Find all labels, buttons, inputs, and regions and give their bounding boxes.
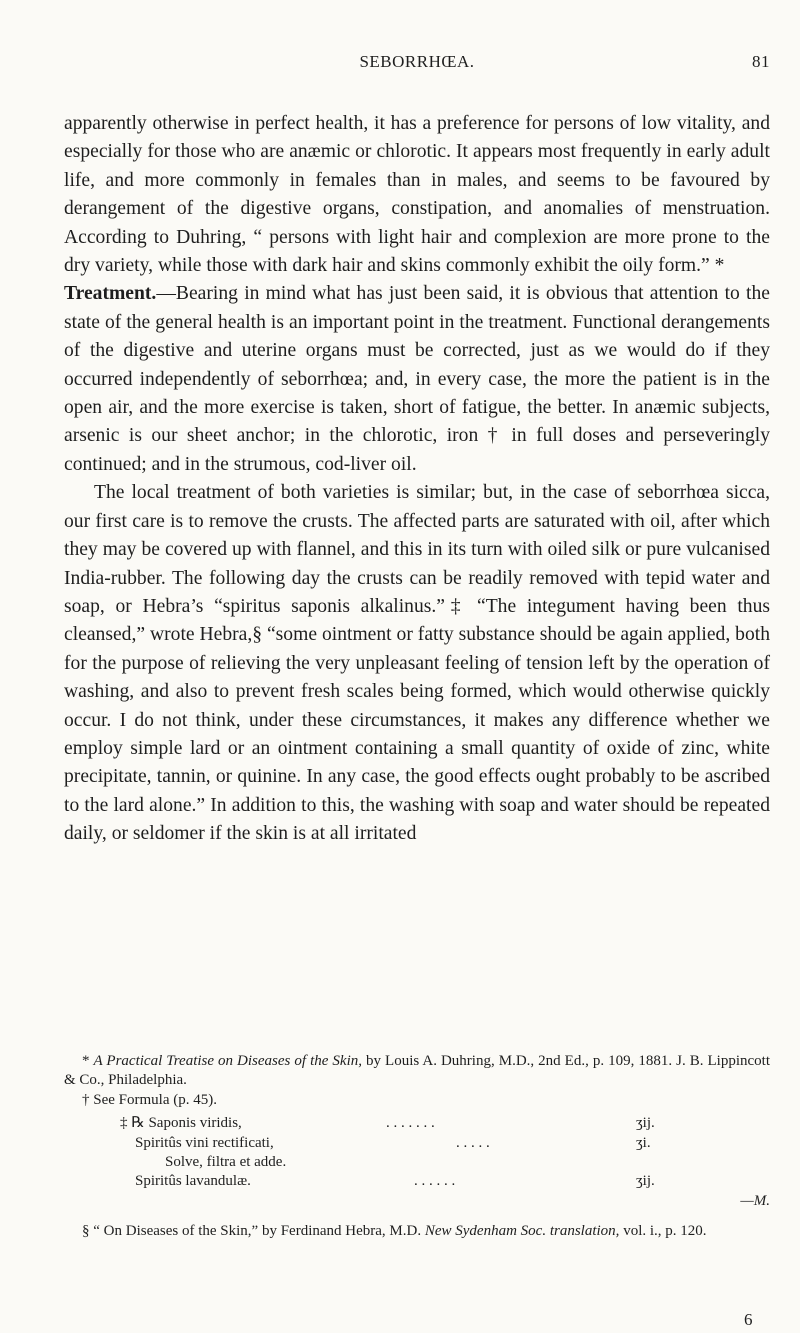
prescription [64,1114,770,1216]
page-number: 81 [752,52,770,71]
signature-mark: 6 [744,1310,753,1329]
footnote-4: § “ On Diseases of the Skin,” by Ferdinand Hebra, M.D. New Sydenham Soc. translation, vol. i., p. 120. [82,1222,707,1239]
prescription-line: Solve, filtra et adde. [120,1154,287,1170]
footnote-1: * A Practical Treatise on Diseases of the Skin, by Louis A. Duhring, M.D., 2nd Ed., p. 109, 1881. J. B. Lippincott & Co., Philadelphia. [64,1053,770,1089]
prescription-signature: —M. [740,1192,770,1209]
running-header [64,52,770,76]
footnote-2: † See Formula (p. 45). [82,1091,217,1108]
prescription-line: Spiritûs lavandulæ. . . . . . . ʒij. [120,1173,655,1190]
running-title: SEBORRHŒA. [359,52,475,71]
prescription-line: ‡ ℞ Saponis viridis, . . . . . . . ʒij. [120,1115,655,1132]
prescription-line: Spiritûs vini rectificati, . . . . . ʒi. [120,1134,651,1151]
footnotes [64,1052,770,1241]
treatment-heading: Treatment. [64,283,157,305]
paragraph-treatment [64,280,770,479]
treatment-text: —Bearing in mind what has just been said, it is obvious that attention to the state of the general health is an important point in the treatment. Functional derangements of the digestive and uterine organs must be corrected, just as we would do if they occurred independently of seborrhœa; and, in every case, the more the patient is in the open air, and the more exercise is taken, short of fatigue, the better. In anæmic subjects, arsenic is our sheet anchor; in the chlorotic, iron † in full doses and perseveringly continued; and in the strumous, cod-liver oil. [64,283,770,475]
paragraph-local-treatment: The local treatment of both varieties is similar; but, in the case of seborrhœa sicca, our first care is to remove the crusts. The affected parts are saturated with oil, after which they may be covered up with flannel, and this in its turn with oiled silk or pure vulcanised India-rubber. The following day the crusts can be readily removed with tepid water and soap, or Hebra’s “spiritus saponis alkalinus.”‡ “The integument having been thus cleansed,” wrote Hebra,§ “some ointment or fatty substance should be again applied, both for the purpose of relieving the very unpleasant feeling of tension left by the operation of washing, and also to prevent fresh scales being formed, which would otherwise quickly occur. I do not think, under these circumstances, it makes any difference whether we employ simple lard or an ointment containing a small quantity of oxide of zinc, white precipitate, tannin, or quinine. In any case, the good effects ought probably to be ascribed to the lard alone.” In addition to this, the washing with soap and water should be repeated daily, or seldomer if the skin is at all irritated [64,482,770,845]
main-text [64,110,770,849]
paragraph-1: apparently otherwise in perfect health, it has a preference for persons of low vitality, and especially for those who are anæmic or chlorotic. It appears most frequently in early adult life, and more commonly in females than in males, and seems to be favoured by derangement of the digestive organs, constipation, and anomalies of menstruation. According to Duhring, “ persons with light hair and complexion are more prone to the dry variety, while those with dark hair and skins commonly exhibit the oily form.” * [64,113,771,277]
